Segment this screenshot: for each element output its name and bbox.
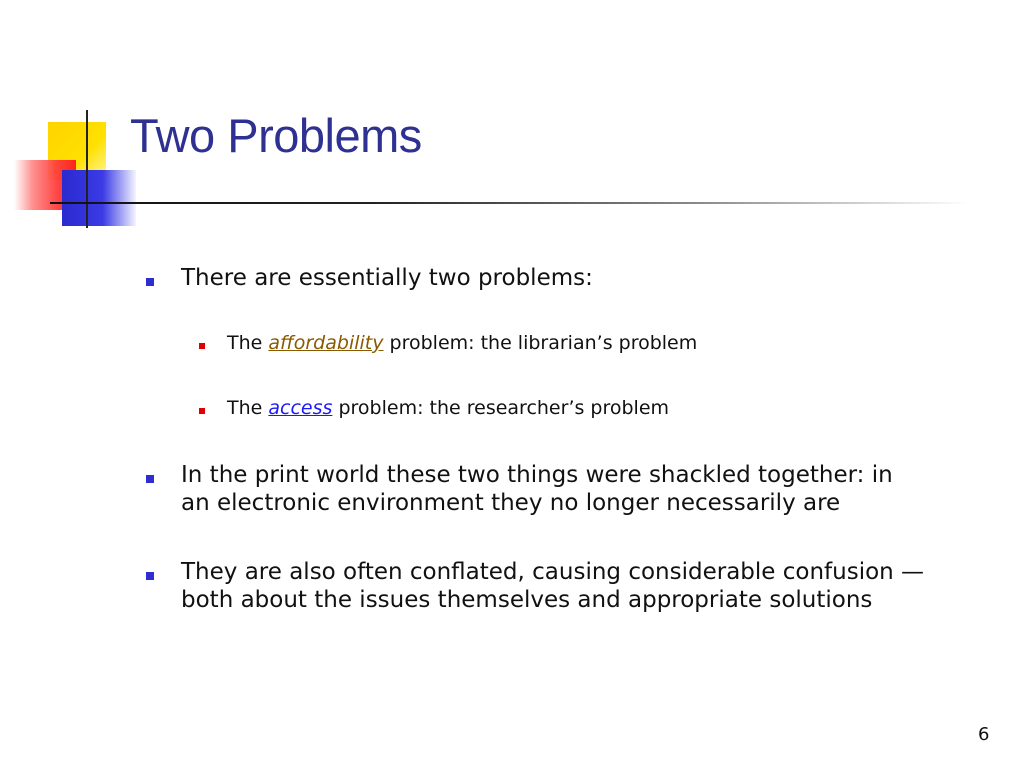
sub-bullet-prefix: The bbox=[227, 332, 269, 354]
bullet-text bbox=[181, 558, 924, 614]
title-underline bbox=[50, 202, 970, 204]
access-link[interactable]: access bbox=[268, 397, 333, 419]
bullet-line: an electronic environment they no longer necessarily are bbox=[181, 490, 841, 516]
bullet-icon bbox=[146, 572, 154, 580]
affordability-link[interactable]: affordability bbox=[268, 332, 384, 354]
sub-bullet-suffix: problem: the librarian’s problem bbox=[383, 332, 698, 354]
sub-bullet-suffix: problem: the researcher’s problem bbox=[332, 397, 670, 419]
logo-vertical-line bbox=[86, 110, 88, 228]
sub-bullet-icon bbox=[199, 343, 205, 349]
bullet-line: both about the issues themselves and appropriate solutions bbox=[181, 587, 873, 613]
bullet-line: In the print world these two things were shackled together: in bbox=[181, 462, 893, 488]
sub-bullet-icon bbox=[199, 408, 205, 414]
sub-bullet-text bbox=[227, 396, 669, 420]
bullet-text bbox=[181, 264, 593, 292]
bullet-text bbox=[181, 461, 893, 517]
bullet-label: There are essentially two problems: bbox=[181, 265, 593, 291]
logo-blue-square bbox=[62, 170, 136, 226]
slide-title: Two Problems bbox=[130, 109, 422, 162]
page-number: 6 bbox=[978, 724, 990, 745]
bullet-icon bbox=[146, 278, 154, 286]
bullet-icon bbox=[146, 475, 154, 483]
sub-bullet-prefix: The bbox=[227, 397, 269, 419]
bullet-line: They are also often conflated, causing considerable confusion — bbox=[181, 559, 925, 585]
sub-bullet-text bbox=[227, 331, 697, 355]
